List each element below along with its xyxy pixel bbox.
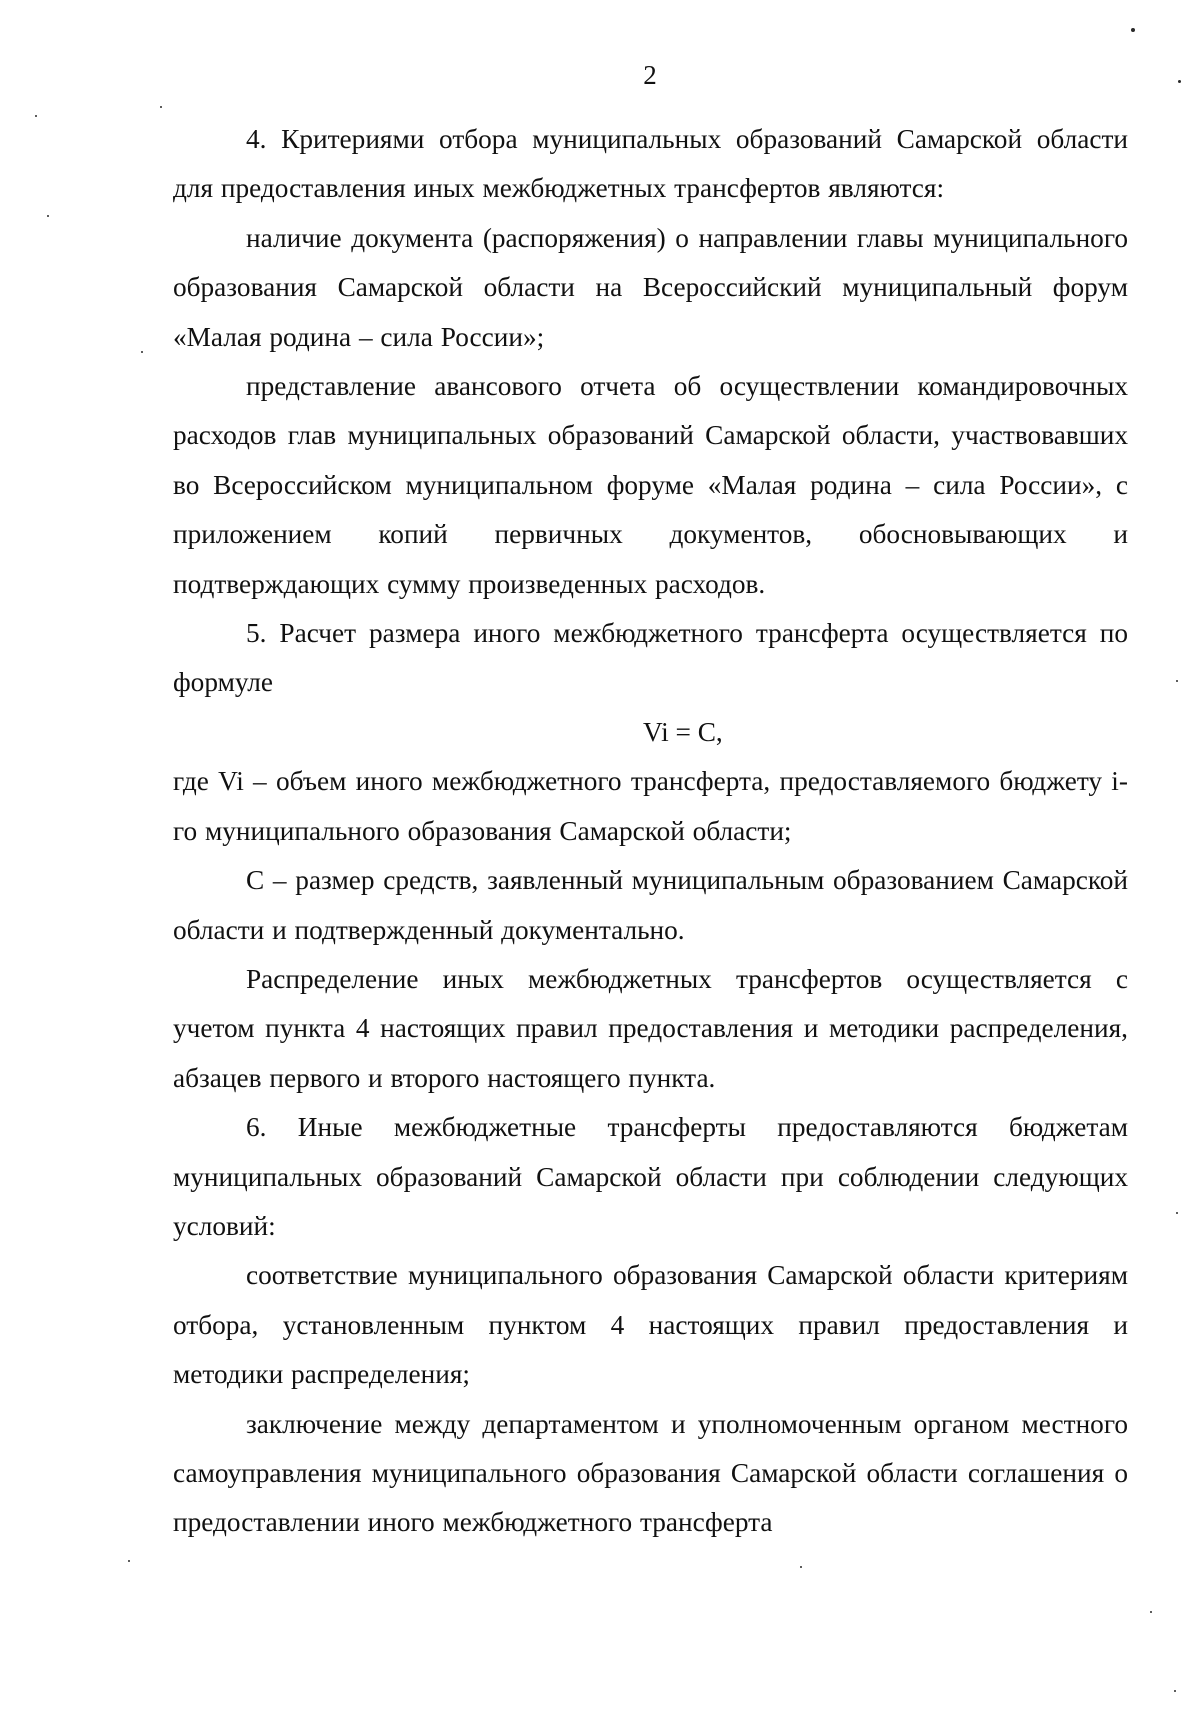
- condition-agreement: заключение между департаментом и уполномоченным органом местного самоуправления муниципального образования Самарской области соглашения о предоставлении иного межбюджетного трансферта: [173, 1408, 1128, 1538]
- scan-speck: [35, 115, 37, 117]
- scan-speck: [128, 1560, 130, 1562]
- scan-speck: [1176, 1212, 1178, 1214]
- distribution-paragraph: Распределение иных межбюджетных трансфертов осуществляется с учетом пункта 4 настоящих правил предоставления и методики распределения, абзацев первого и второго настоящего пункта.: [173, 963, 1128, 1093]
- formula: Vi = C,: [643, 716, 723, 747]
- paragraph-5-calculation: 5. Расчет размера иного межбюджетного трансферта осуществляется по формуле: [173, 618, 1128, 698]
- document-body: [173, 115, 1128, 1548]
- scan-speck: [1176, 680, 1178, 682]
- paragraph-4-criteria: 4. Критериями отбора муниципальных образований Самарской области для предоставления иных межбюджетных трансфертов являются:: [173, 124, 1128, 204]
- scan-speck: [47, 215, 49, 217]
- page-number: 2: [643, 60, 657, 90]
- formula-definition-c: C – размер средств, заявленный муниципальным образованием Самарской области и подтвержденный документально.: [173, 865, 1128, 945]
- formula-definition-vi: где Vi – объем иного межбюджетного трансферта, предоставляемого бюджету i-го муниципального образования Самарской области;: [173, 766, 1128, 846]
- scan-speck: [800, 1566, 802, 1568]
- scan-speck: [1174, 1690, 1176, 1692]
- paragraph-6-conditions: 6. Иные межбюджетные трансферты предоставляются бюджетам муниципальных образований Самарской области при соблюдении следующих условий:: [173, 1112, 1128, 1241]
- criterion-advance-report: представление авансового отчета об осуществлении командировочных расходов глав муниципальных образований Самарской области, участвовавших во Всероссийском муниципальном форуме «Малая родина – сила России», с приложением копий первичных документов, обосновывающих и подтверждающих сумму произведенных расходов.: [173, 371, 1128, 599]
- criterion-document: наличие документа (распоряжения) о направлении главы муниципального образования Самарской области на Всероссийский муниципальный форум «Малая родина – сила России»;: [173, 222, 1128, 352]
- scan-speck: [160, 106, 162, 108]
- scan-speck: [1150, 1611, 1152, 1613]
- scan-speck: [141, 351, 143, 353]
- scan-speck: [1178, 80, 1181, 83]
- condition-criteria-compliance: соответствие муниципального образования Самарской области критериям отбора, установленным пунктом 4 настоящих правил предоставления и методики распределения;: [173, 1260, 1128, 1390]
- scan-speck: [1131, 28, 1135, 32]
